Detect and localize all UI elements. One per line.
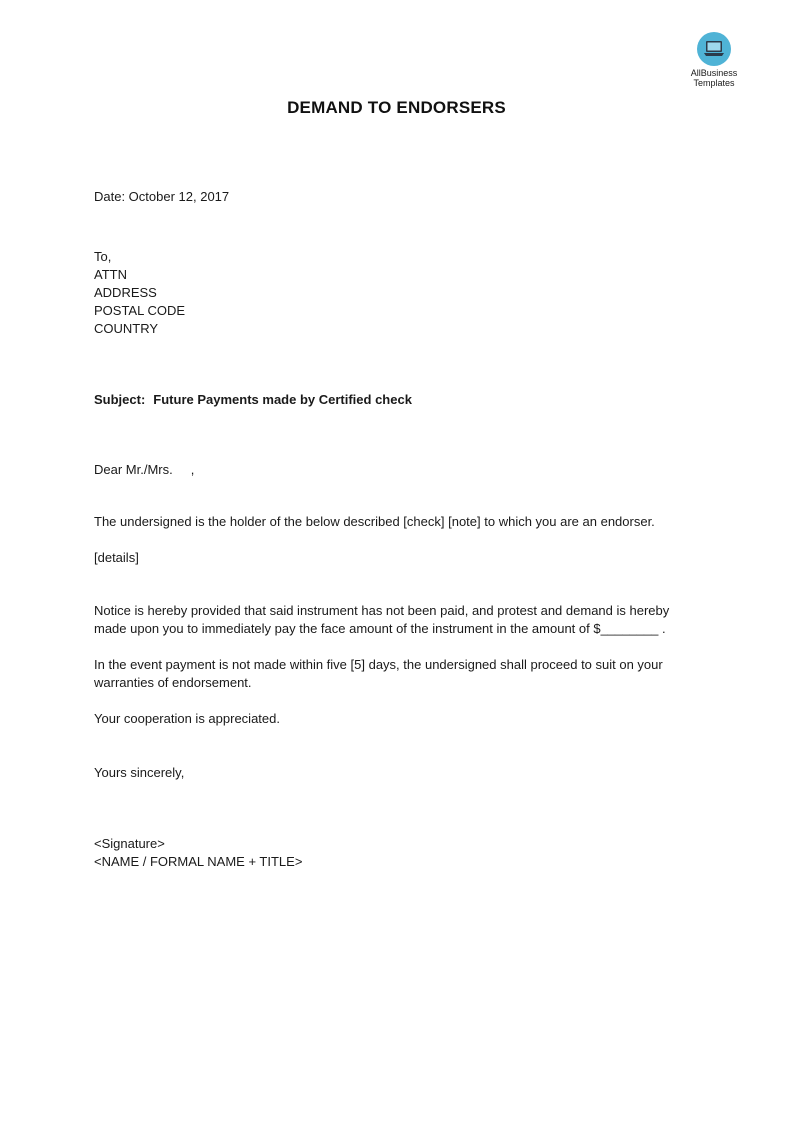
- paragraph-holder: The undersigned is the holder of the below described [check] [note] to which you are an endorser.: [94, 514, 655, 529]
- paragraph-notice-line2: made upon you to immediately pay the face amount of the instrument in the amount of $________ .: [94, 621, 666, 636]
- brand-logo: [682, 32, 746, 88]
- details-placeholder: [details]: [94, 550, 139, 565]
- logo-text-line1: AllBusiness: [690, 68, 738, 78]
- salutation: Dear Mr./Mrs. ,: [94, 462, 195, 477]
- recipient-postal-code: POSTAL CODE: [94, 303, 186, 318]
- paragraph-payment-line1: In the event payment is not made within five [5] days, the undersigned shall proceed to suit on your: [94, 657, 663, 672]
- recipient-address: ADDRESS: [94, 285, 157, 300]
- name-title-placeholder: <NAME / FORMAL NAME + TITLE>: [94, 854, 303, 869]
- subject-text: Future Payments made by Certified check: [153, 392, 412, 407]
- laptop-icon: [697, 32, 731, 66]
- recipient-country: COUNTRY: [94, 321, 159, 336]
- subject-label: Subject:: [94, 392, 146, 407]
- date-line: Date: October 12, 2017: [94, 189, 230, 204]
- recipient-to: To,: [94, 249, 112, 264]
- closing: Yours sincerely,: [94, 765, 185, 780]
- paragraph-payment-line2: warranties of endorsement.: [94, 675, 252, 690]
- subject-line: [94, 391, 412, 409]
- paragraph-notice-line1: Notice is hereby provided that said instrument has not been paid, and protest and demand is hereby: [94, 603, 670, 618]
- document-title: DEMAND TO ENDORSERS: [287, 98, 506, 117]
- signature-placeholder: <Signature>: [94, 836, 165, 851]
- paragraph-cooperation: Your cooperation is appreciated.: [94, 711, 280, 726]
- recipient-attn: ATTN: [94, 267, 127, 282]
- logo-text-line2: Templates: [693, 78, 735, 88]
